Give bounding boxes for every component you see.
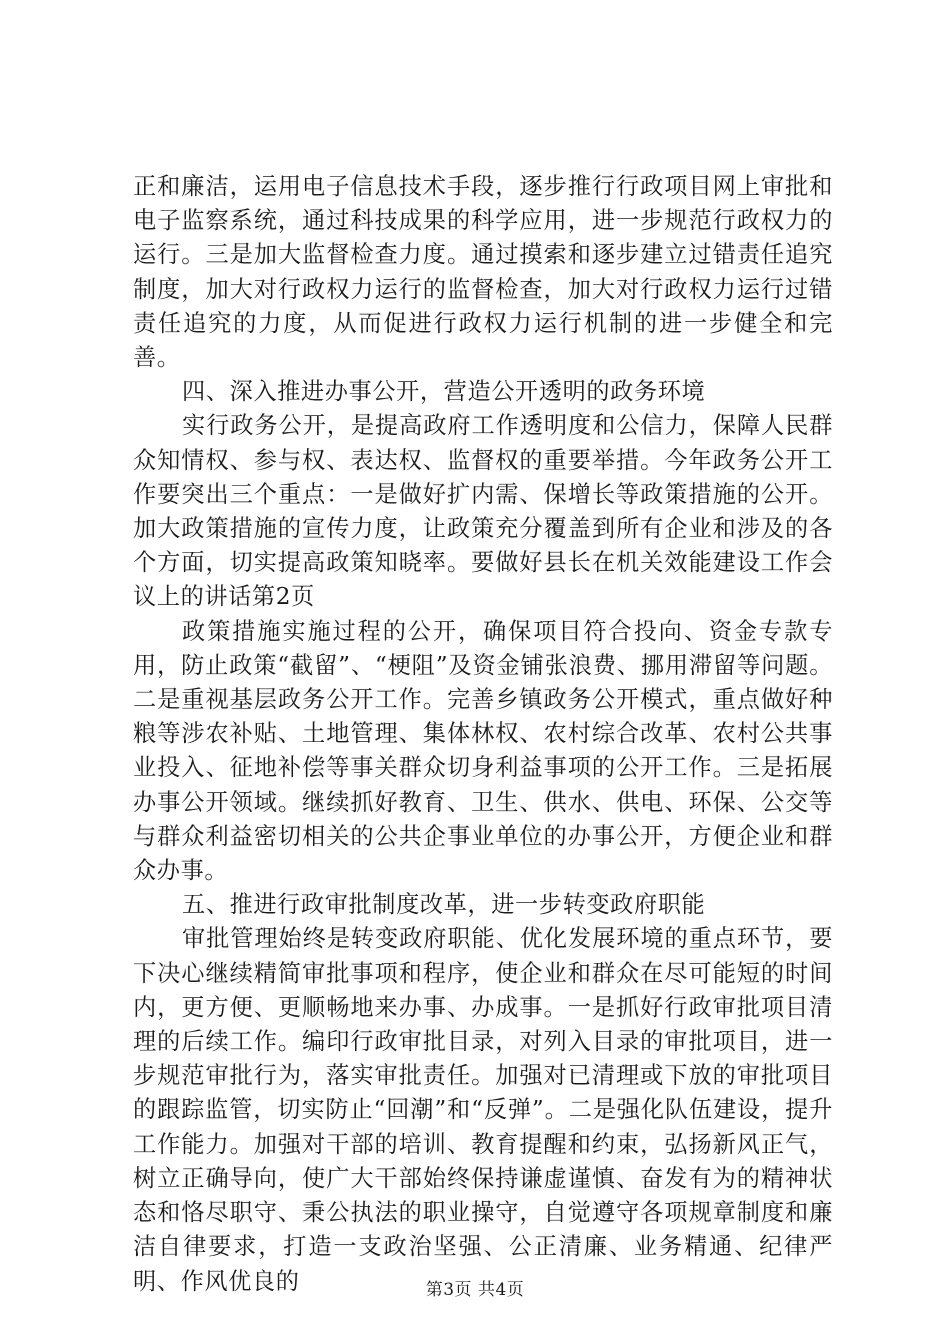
paragraph-continuation: 正和廉洁，运用电子信息技术手段，逐步推行行政项目网上审批和电子监察系统，通过科技成果的科学应用，进一步规范行政权力的运行。三是加大监督检查力度。通过摸索和逐步建立过错责任追究制度，加大对行政权力运行的监督检查，加大对行政权力运行过错责任追究的力度，从而促进行政权力运行机制的进一步健全和完善。 bbox=[133, 173, 833, 372]
document-body bbox=[133, 170, 833, 1299]
paragraph-approval-reform: 审批管理始终是转变政府职能、优化发展环境的重点环节，要下决心继续精简审批事项和程序，使企业和群众在尽可能短的时间内，更方便、更顺畅地来办事、办成事。一是抓好行政审批项目清理的后续工作。编印行政审批目录，对列入目录的审批项目，进一步规范审批行为，落实审批责任。加强对已清理或下放的审批项目的跟踪监管，切实防止“回潮”和“反弹”。二是强化队伍建设，提升工作能力。加强对干部的培训、教育提醒和约束，弘扬新风正气，树立正确导向，使广大干部始终保持谦虚谨慎、奋发有为的精神状态和恪尽职守、秉公执法的职业操守，自觉遵守各项规章制度和廉洁自律要求，打造一支政治坚强、公正清廉、业务精通、纪律严明、作风优良的 bbox=[133, 925, 833, 1295]
page-number-footer: 第3页 共4页 bbox=[425, 1280, 525, 1300]
paragraph-policy-implementation: 政策措施实施过程的公开，确保项目符合投向、资金专款专用，防止政策“截留”、“梗阻”及资金铺张浪费、挪用滞留等问题。二是重视基层政务公开工作。完善乡镇政务公开模式，重点做好种粮等涉农补贴、土地管理、集体林权、农村综合改革、农村公共事业投入、征地补偿等事关群众切身利益事项的公开工作。三是拓展办事公开领域。继续抓好教育、卫生、供水、供电、环保、公交等与群众利益密切相关的公共企事业单位的办事公开，方便企业和群众办事。 bbox=[133, 617, 833, 885]
paragraph-government-openness: 实行政务公开，是提高政府工作透明度和公信力，保障人民群众知情权、参与权、表达权、监督权的重要举措。今年政务公开工作要突出三个重点：一是做好扩内需、保增长等政策措施的公开。加大政策措施的宣传力度，让政策充分覆盖到所有企业和涉及的各个方面，切实提高政策知晓率。要做好县长在机关效能建设工作会议上的讲话第2页 bbox=[133, 412, 833, 611]
section-heading-four: 四、深入推进办事公开，营造公开透明的政务环境 bbox=[182, 378, 706, 406]
section-heading-five: 五、推进行政审批制度改革，进一步转变政府职能 bbox=[182, 891, 706, 919]
